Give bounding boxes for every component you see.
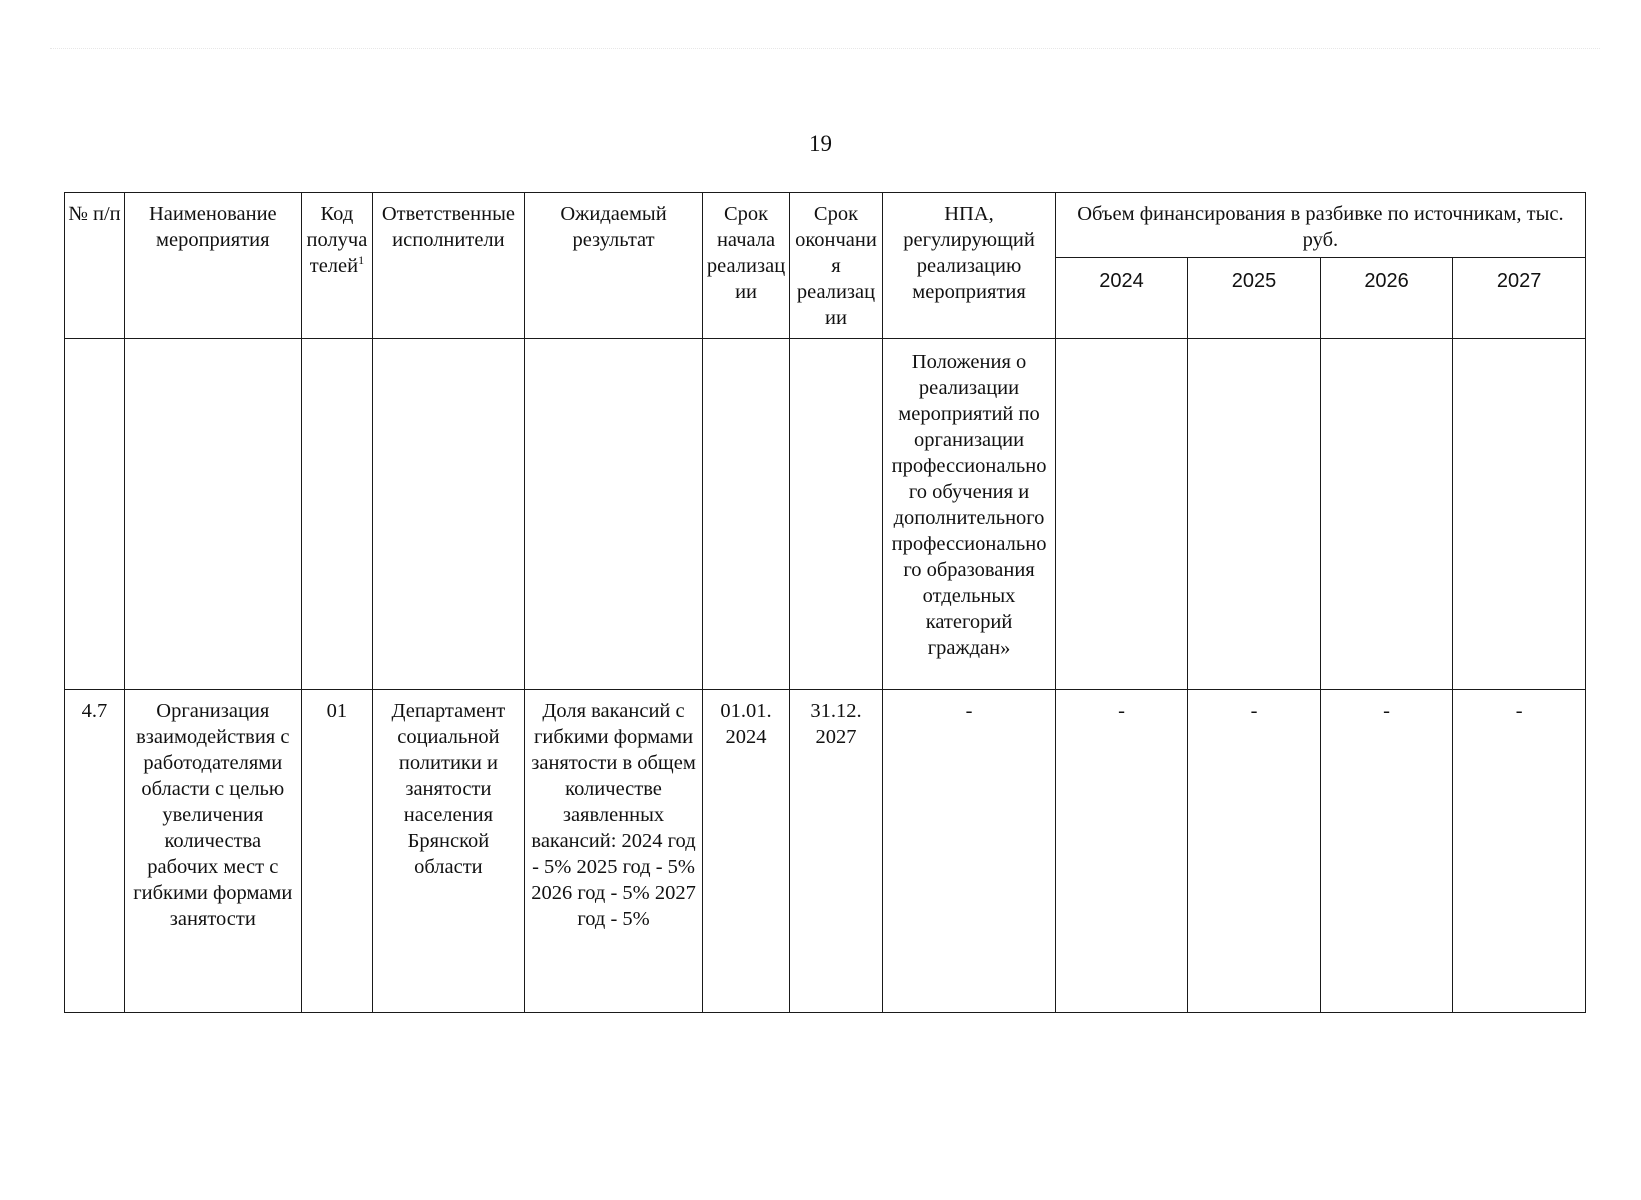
cell-executors: Департамент социальной политики и занятости населения Брянской области [373, 690, 524, 1013]
cell-result [524, 339, 703, 690]
cell-code: 01 [301, 690, 373, 1013]
cell-num: 4.7 [65, 690, 125, 1013]
scan-artifact-line [50, 48, 1600, 53]
header-year-2026: 2026 [1320, 258, 1453, 339]
header-num: № п/п [65, 193, 125, 339]
table-row [65, 690, 1586, 1013]
header-code [301, 193, 373, 339]
cell-code [301, 339, 373, 690]
cell-start [703, 339, 789, 690]
cell-funding-2026: - [1320, 690, 1453, 1013]
header-npa: НПА, регулирующий реализацию мероприятия [883, 193, 1056, 339]
cell-start: 01.01. 2024 [703, 690, 789, 1013]
cell-executors [373, 339, 524, 690]
header-result: Ожидаемый результат [524, 193, 703, 339]
npa-text: Положения о реализации мероприятий по организации профессионального обучения и дополнительного профессионального образования отдельных категорий граждан» [891, 351, 1047, 659]
cell-end [789, 339, 883, 690]
table-header-row [65, 193, 1586, 258]
cell-funding-2026 [1320, 339, 1453, 690]
cell-num [65, 339, 125, 690]
header-start: Срок начала реализации [703, 193, 789, 339]
cell-end: 31.12. 2027 [789, 690, 883, 1013]
header-funding: Объем финансирования в разбивке по источникам, тыс. руб. [1055, 193, 1585, 258]
cell-result: Доля вакансий с гибкими формами занятости в общем количестве заявленных вакансий: 2024 год - 5% 2025 год - 5% 2026 год - 5% 2027 год - 5% [524, 690, 703, 1013]
cell-funding-2024: - [1055, 690, 1188, 1013]
cell-funding-2025: - [1188, 690, 1321, 1013]
cell-funding-2024 [1055, 339, 1188, 690]
header-code-label: Код получателей [306, 203, 368, 277]
page-number: 19 [809, 131, 832, 156]
cell-npa [883, 339, 1056, 690]
table-row [65, 339, 1586, 690]
cell-name: Организация взаимодействия с работодателями области с целью увеличения количества рабочих мест с гибкими формами занятости [124, 690, 301, 1013]
cell-name [124, 339, 301, 690]
cell-npa: - [883, 690, 1056, 1013]
cell-funding-2027: - [1453, 690, 1586, 1013]
header-year-2025: 2025 [1188, 258, 1321, 339]
header-end: Срок окончания реализации [789, 193, 883, 339]
header-year-2027: 2027 [1453, 258, 1586, 339]
activities-table [64, 192, 1586, 1013]
cell-funding-2027 [1453, 339, 1586, 690]
cell-funding-2025 [1188, 339, 1321, 690]
footnote-mark: 1 [358, 253, 365, 268]
header-year-2024: 2024 [1055, 258, 1188, 339]
header-name: Наименование мероприятия [124, 193, 301, 339]
header-executors: Ответственные исполнители [373, 193, 524, 339]
